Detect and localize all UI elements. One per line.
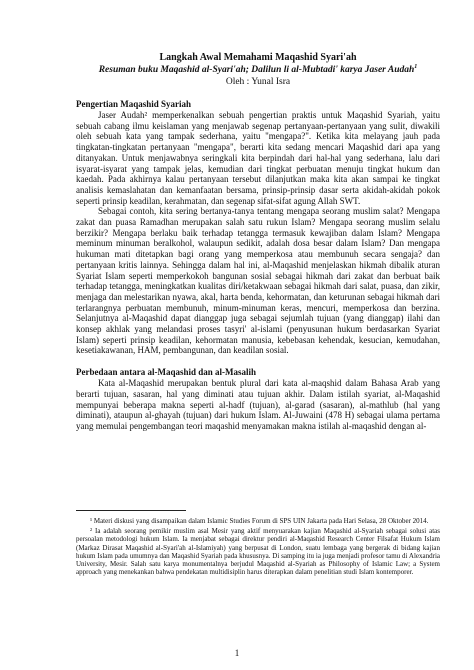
footnotes [76, 510, 440, 578]
paragraph: Jaser Audah² memperkenalkan sebuah pengertian praktis untuk Maqashid Syariah, yaitu sebuah cabang ilmu keislaman yang menjawab segenap pertanyaan-pertanyaan yang sulit, diwakili oleh sebuah kata yang tampak sederhana, yaitu "mengapa?". Ketika kita melayang jauh pada tingkatan-tingkatan pertanyaan "mengapa", berarti kita sedang mencari Maqashid dari apa yang ditanyakan. Untuk menjawabnya seringkali kita berpindah dari hal-hal yang sederhana, lalu dari isyarat-isyarat yang tampak jelas, kemudian dari tingkat perbuatan menuju tingkat hukum dan kaedah. Pada akhirnya kalau pertanyaan tersebut dilanjutkan maka kita akan sampai ke tingkat analisis kemaslahatan dan kemanfaatan bersama, prinsip-prinsip dasar serta akidah-akidah pokok seperti prinsip keadilan, kerahmatan, dan segenap sifat-sifat agung Allah SWT. [76, 110, 440, 206]
document-subtitle [76, 64, 440, 76]
footnote: ² Ia adalah seorang pemikir muslim asal Mesir yang aktif menyuarakan kajian Maqashid al-Syariah sebagai solusi atas persoalan metodologi hukum Islam. Ia menjabat sebagai direktur pendiri al-Maqashid Research Center Filsafat Hukum Islam (Markaz Dirasat Maqashid al-Syari'ah al-Islamiyah) yang berpusat di London, suatu lembaga yang bergerak di bidang kajian hukum Islam pada umumnya dan Maqashid Syariah pada khususnya. Di samping itu ia juga menjadi profesor tamu di Alexandria University, Mesir. Salah satu karya monumentalnya berjudul Maqashid al-Syariah as Philosophy of Islamic Law; a System approach yang menekankan bahwa pendekatan multidisiplin harus diterapkan dalam penelitian studi Islam kontemporer. [76, 527, 440, 577]
section-heading-perbedaan: Perbedaan antara al-Maqashid dan al-Masalih [76, 367, 257, 378]
subtitle-text: Resuman buku Maqashid al-Syari'ah; Dalilun li al-Mubtadi' karya Jaser Audah [98, 65, 415, 75]
title-block [76, 52, 440, 88]
footnote: ¹ Materi diskusi yang disampaikan dalam Islamic Studies Forum di SPS UIN Jakarta pada Hari Selasa, 28 Oktober 2014. [90, 517, 429, 525]
subtitle-footnote-ref[interactable]: 1 [414, 63, 418, 70]
document-title: Langkah Awal Memahami Maqashid Syari'ah [159, 52, 357, 63]
paragraph: Sebagai contoh, kita sering bertanya-tanya tentang mengapa seorang muslim salat? Mengapa zakat dan puasa Ramadhan merupakan salah satu rukun Islam? Mengapa seorang muslim selalu berzikir? Mengapa berlaku baik terhadap tetangga termasuk kewajiban dalam Islam? Mengapa meminum minuman beralkohol, walaupun sedikit, adalah dosa besar dalam Islam? Dan mengapa hukuman mati ditetapkan bagi orang yang memperkosa atau membunuh secara sengaja? dan pertanyaan kritis lainnya. Sehingga dalam hal ini, al-Maqashid menjelaskan hikmah dibalik aturan Syariat Islam seperti memperkokoh bangunan sosial sebagai hikmah dari zakat dan berbuat baik terhadap tetangga, meningkatkan kualitas diri/ketakwaan sebagai hikmah dari salat, puasa, dan zikir, menjaga dan melestarikan nyawa, akal, harta benda, kehormatan, dan keturunan sebagai hikmah dari terlarangnya perbuatan membunuh, minum-minuman keras, mencuri, memperkosa dan berzina. Selanjutnya al-Maqashid dapat dianggap juga sebagai sejumlah tujuan (yang dianggap) ilahi dan konsep akhlak yang melandasi proses tasyri' al-islami (penyusunan hukum berdasarkan Syariat Islam) seperti prinsip keadilan, kehormatan manusia, kebebasan kehendak, kesucian, kemudahan, kesetiakawanan, HAM, pembangunan, dan keadilan sosial. [76, 206, 440, 356]
footnote-divider [76, 510, 186, 511]
document-author: Oleh : Yunal Isra [225, 77, 291, 87]
paragraph: Kata al-Maqashid merupakan bentuk plural dari kata al-maqshid dalam Bahasa Arab yang berarti tujuan, sasaran, hal yang diminati atau tujuan akhir. Dalam istilah syariat, al-Maqashid mempunyai beberapa makna seperti al-hadf (tujuan), al-garad (sasaran), al-mathlub (hal yang diminati), ataupun al-ghayah (tujuan) dari hukum Islam. Al-Juwaini (478 H) sebagai ulama pertama yang memulai pengembangan teori maqashid menyamakan makna istilah al-maqashid dengan al- [76, 378, 440, 431]
page-number: 1 [234, 648, 240, 658]
section-heading-pengertian: Pengertian Maqashid Syariah [76, 99, 192, 109]
